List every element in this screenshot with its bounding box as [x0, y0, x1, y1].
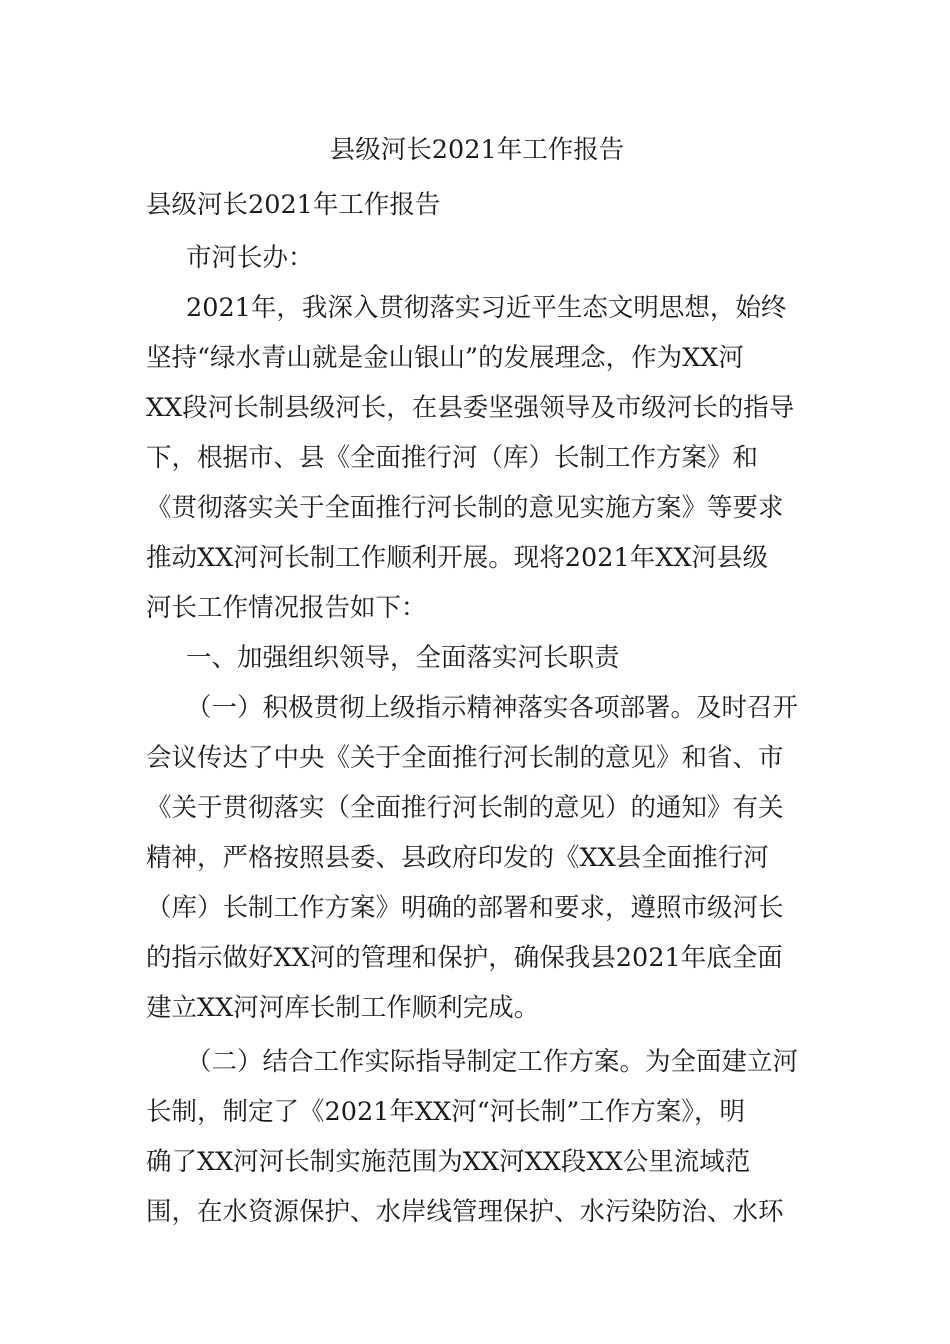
paragraph-intro [146, 283, 808, 633]
paragraph-line: 推动XX河河长制工作顺利开展。现将2021年XX河县级 [146, 543, 769, 573]
paragraph-line: （一）积极贯彻上级指示精神落实各项部署。及时召开 [186, 693, 799, 723]
paragraph-line: XX段河长制县级河长，在县委坚强领导及市级河长的指导 [146, 393, 795, 423]
paragraph-line: 《关于贯彻落实（全面推行河长制的意见）的通知》有关 [146, 793, 784, 823]
paragraph-line: 的指示做好XX河的管理和保护，确保我县2021年底全面 [146, 943, 783, 973]
paragraph-line: 长制，制定了《2021年XX河“河长制”工作方案》，明 [146, 1097, 746, 1127]
section-heading-1 [146, 633, 808, 683]
section-heading-text: 一、加强组织领导，全面落实河长职责 [186, 643, 620, 673]
paragraph-item-2 [146, 1037, 808, 1237]
paragraph-line: 会议传达了中央《关于全面推行河长制的意见》和省、市 [146, 743, 784, 773]
paragraph-line: 坚持“绿水青山就是金山银山”的发展理念，作为XX河 [146, 343, 744, 373]
paragraph-line: 河长工作情况报告如下： [146, 593, 427, 623]
salutation: 市河长办： [186, 243, 314, 273]
paragraph-line: 围，在水资源保护、水岸线管理保护、水污染防治、水环 [146, 1197, 784, 1227]
paragraph-line: 确了XX河河长制实施范围为XX河XX段XX公里流域范 [146, 1147, 751, 1177]
document-subtitle: 县级河长2021年工作报告 [146, 190, 441, 220]
paragraph-line: 《贯彻落实关于全面推行河长制的意见实施方案》等要求 [146, 493, 784, 523]
paragraph-line: 建立XX河河库长制工作顺利完成。 [146, 993, 540, 1023]
paragraph-line: 2021年，我深入贯彻落实习近平生态文明思想，始终 [186, 293, 787, 323]
document-body [146, 126, 808, 1237]
paragraph-item-1 [146, 683, 808, 1033]
paragraph-line: 下，根据市、县《全面推行河（库）长制工作方案》和 [146, 443, 759, 473]
paragraph-line: （二）结合工作实际指导制定工作方案。为全面建立河 [186, 1047, 799, 1077]
paragraph-line: （库）长制工作方案》明确的部署和要求，遵照市级河长 [146, 893, 784, 923]
document-title: 县级河长2021年工作报告 [329, 135, 625, 165]
paragraph-line: 精神，严格按照县委、县政府印发的《XX县全面推行河 [146, 843, 769, 873]
